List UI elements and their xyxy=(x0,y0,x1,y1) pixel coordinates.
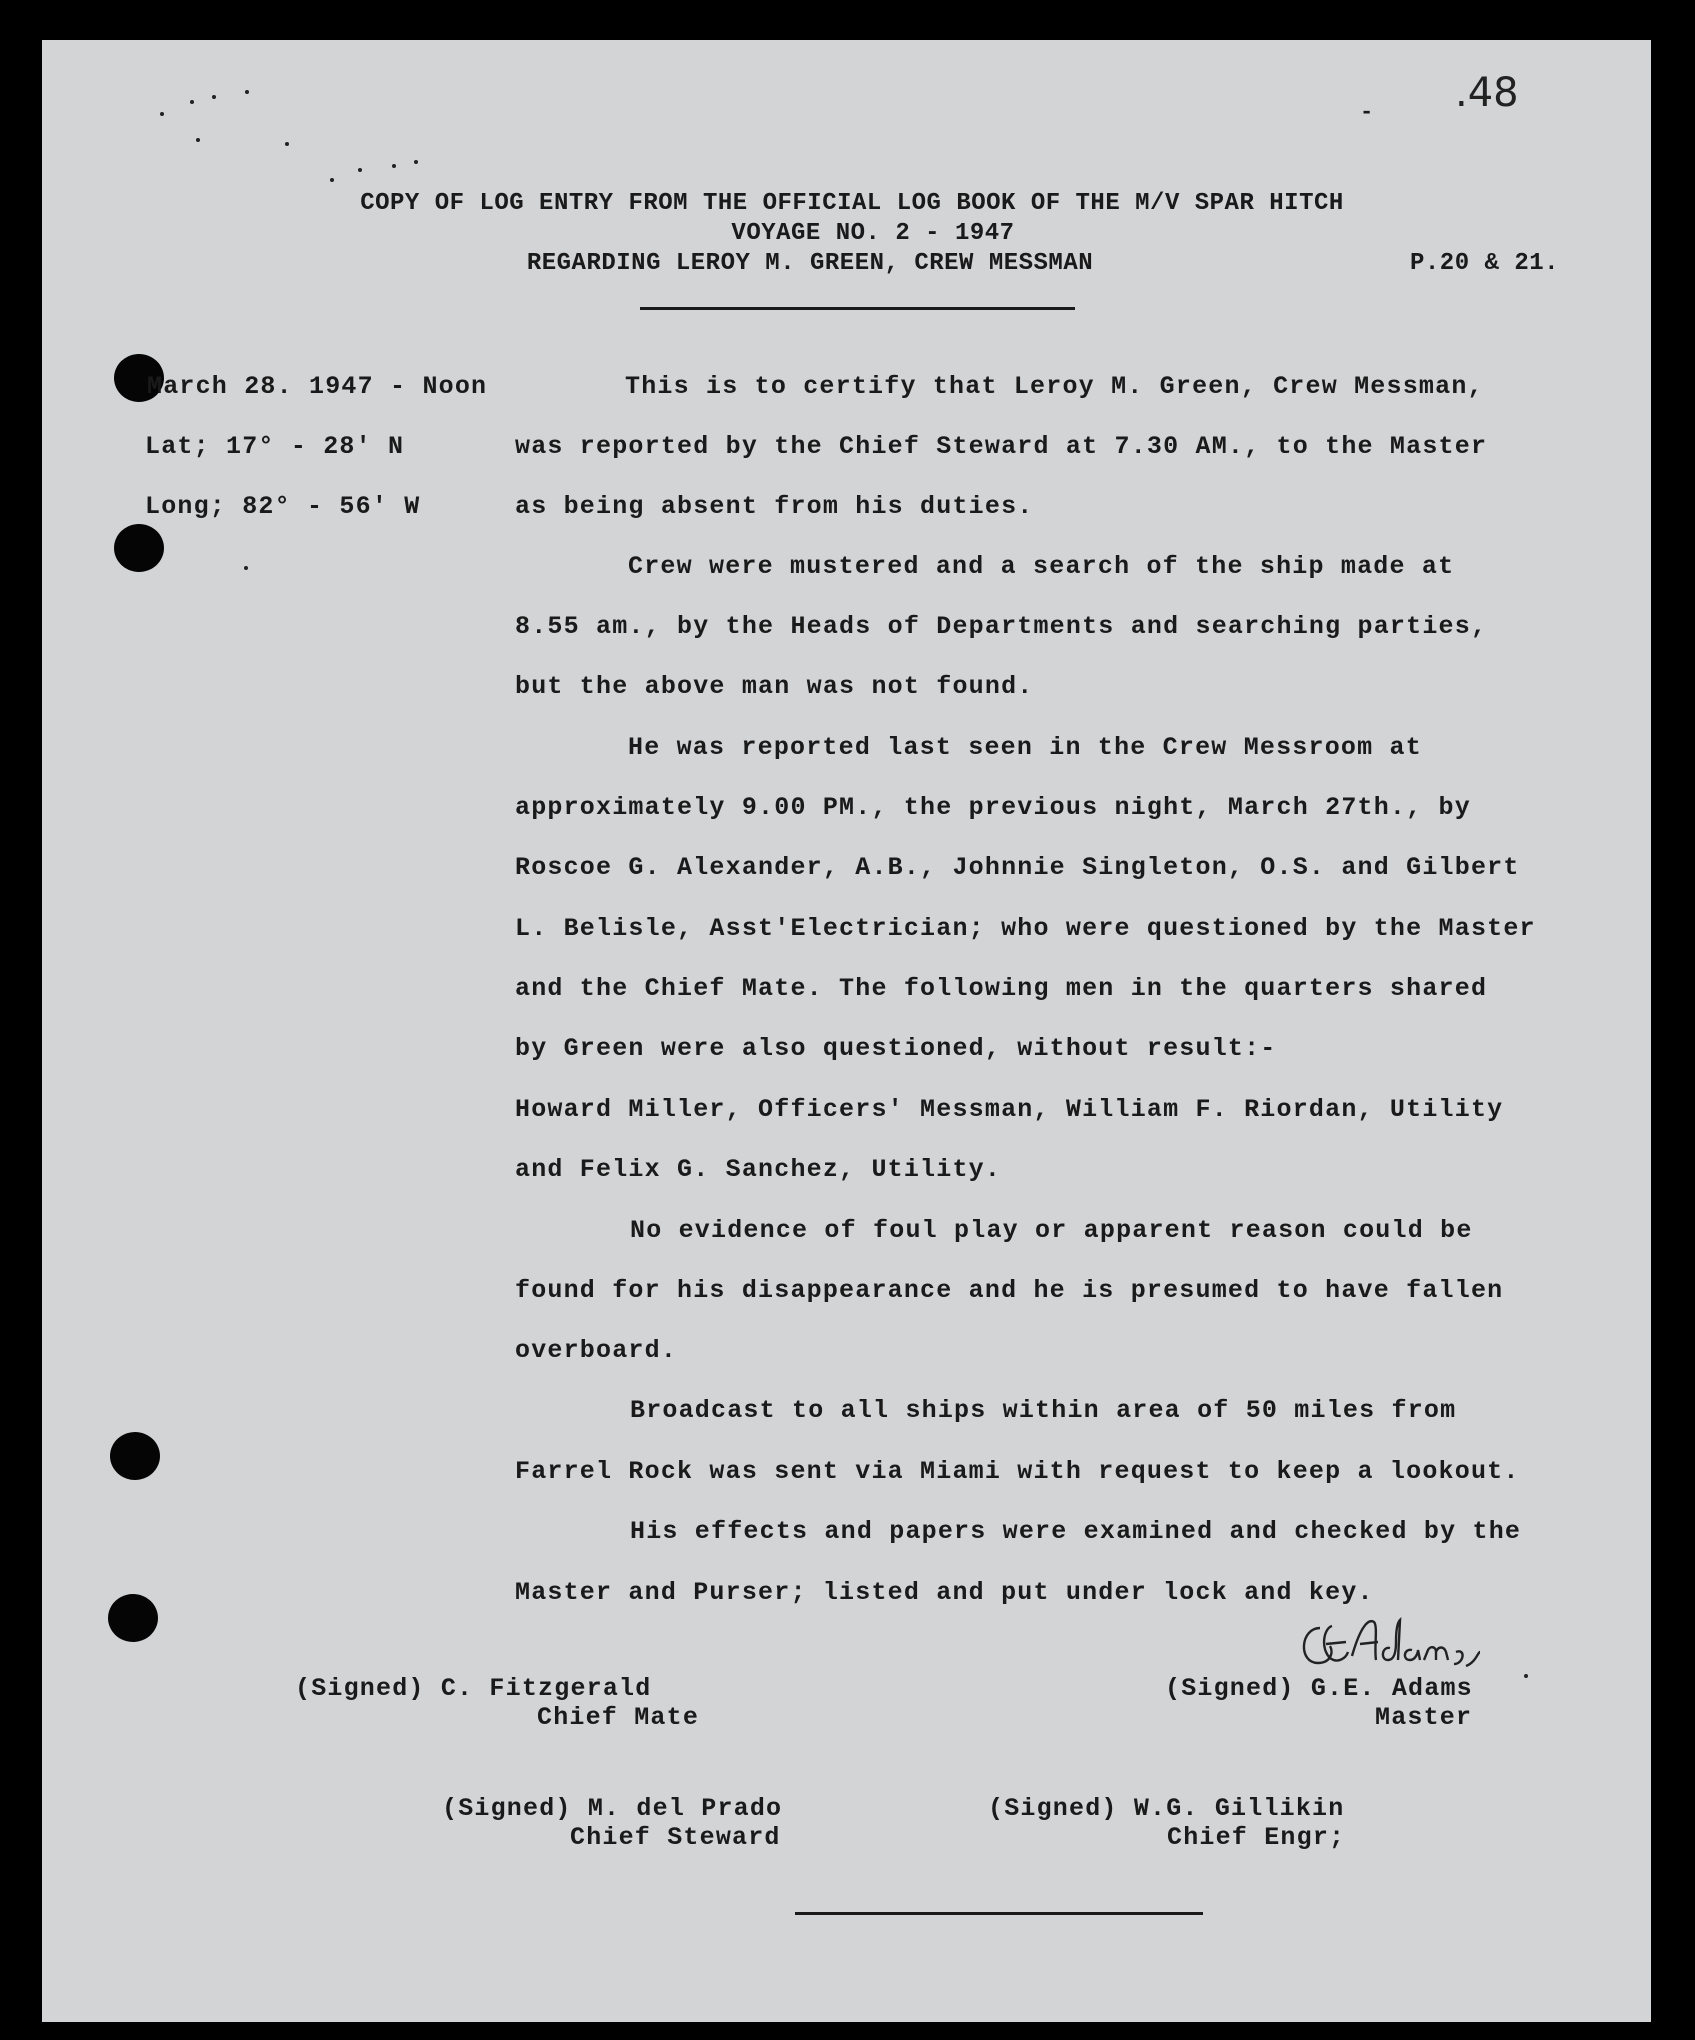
body-line: He was reported last seen in the Crew Messroom at xyxy=(628,733,1422,762)
body-line: was reported by the Chief Steward at 7.30 AM., to the Master xyxy=(515,432,1488,461)
body-line: Crew were mustered and a search of the ship made at xyxy=(628,552,1455,581)
page-mark: - xyxy=(1360,100,1375,125)
body-line: Broadcast to all ships within area of 50 miles from xyxy=(630,1396,1457,1425)
speck xyxy=(414,160,418,164)
master-signature: (Signed) G.E. Adams xyxy=(1165,1674,1473,1703)
speck xyxy=(190,100,194,104)
footer-divider xyxy=(795,1912,1203,1915)
speck xyxy=(358,168,362,172)
body-line: Farrel Rock was sent via Miami with request to keep a lookout. xyxy=(515,1457,1520,1486)
entry-longitude: Long; 82° - 56' W xyxy=(145,492,421,521)
binder-hole xyxy=(114,524,164,572)
body-line: Master and Purser; listed and put under lock and key. xyxy=(515,1578,1374,1607)
body-line: Roscoe G. Alexander, A.B., Johnnie Singleton, O.S. and Gilbert xyxy=(515,853,1520,882)
chief-engineer-signature: (Signed) W.G. Gillikin xyxy=(988,1794,1345,1823)
speck xyxy=(285,142,289,146)
speck xyxy=(330,178,334,182)
speck xyxy=(196,138,200,142)
body-line: 8.55 am., by the Heads of Departments and searching parties, xyxy=(515,612,1488,641)
body-line: His effects and papers were examined and checked by the xyxy=(630,1517,1522,1546)
header-subject: REGARDING LEROY M. GREEN, CREW MESSMAN xyxy=(526,250,1094,277)
chief-mate-title: Chief Mate xyxy=(537,1703,700,1732)
master-title: Master xyxy=(1375,1703,1473,1732)
page-number: .48 xyxy=(1455,70,1519,116)
body-line: Howard Miller, Officers' Messman, William F. Riordan, Utility xyxy=(515,1095,1504,1124)
header-pages: P.20 & 21. xyxy=(1410,250,1560,277)
binder-hole xyxy=(110,1432,160,1480)
entry-latitude: Lat; 17° - 28' N xyxy=(145,432,405,461)
header-title: COPY OF LOG ENTRY FROM THE OFFICIAL LOG BOOK OF THE M/V SPAR HITCH xyxy=(360,190,1344,217)
speck xyxy=(160,112,164,116)
chief-steward-title: Chief Steward xyxy=(570,1823,781,1852)
body-line: This is to certify that Leroy M. Green, Crew Messman, xyxy=(625,372,1484,401)
speck xyxy=(212,95,216,99)
speck xyxy=(392,164,396,168)
speck xyxy=(244,566,248,570)
binder-hole xyxy=(108,1594,158,1642)
body-line: but the above man was not found. xyxy=(515,672,1034,701)
chief-engineer-title: Chief Engr; xyxy=(1167,1823,1346,1852)
header-divider xyxy=(640,307,1075,310)
body-line: by Green were also questioned, without result:- xyxy=(515,1034,1277,1063)
body-line: approximately 9.00 PM., the previous night, March 27th., by xyxy=(515,793,1471,822)
header-voyage: VOYAGE NO. 2 - 1947 xyxy=(731,220,1015,247)
body-line: found for his disappearance and he is presumed to have fallen xyxy=(515,1276,1504,1305)
body-line: and the Chief Mate. The following men in the quarters shared xyxy=(515,974,1488,1003)
chief-steward-signature: (Signed) M. del Prado xyxy=(442,1794,783,1823)
body-line: as being absent from his duties. xyxy=(515,492,1034,521)
body-line: and Felix G. Sanchez, Utility. xyxy=(515,1155,1002,1184)
body-line: L. Belisle, Asst'Electrician; who were questioned by the Master xyxy=(515,914,1536,943)
chief-mate-signature: (Signed) C. Fitzgerald xyxy=(295,1674,652,1703)
entry-date: March 28. 1947 - Noon xyxy=(147,372,488,401)
body-line: overboard. xyxy=(515,1336,678,1365)
body-line: No evidence of foul play or apparent reason could be xyxy=(630,1216,1473,1245)
speck xyxy=(245,90,249,94)
